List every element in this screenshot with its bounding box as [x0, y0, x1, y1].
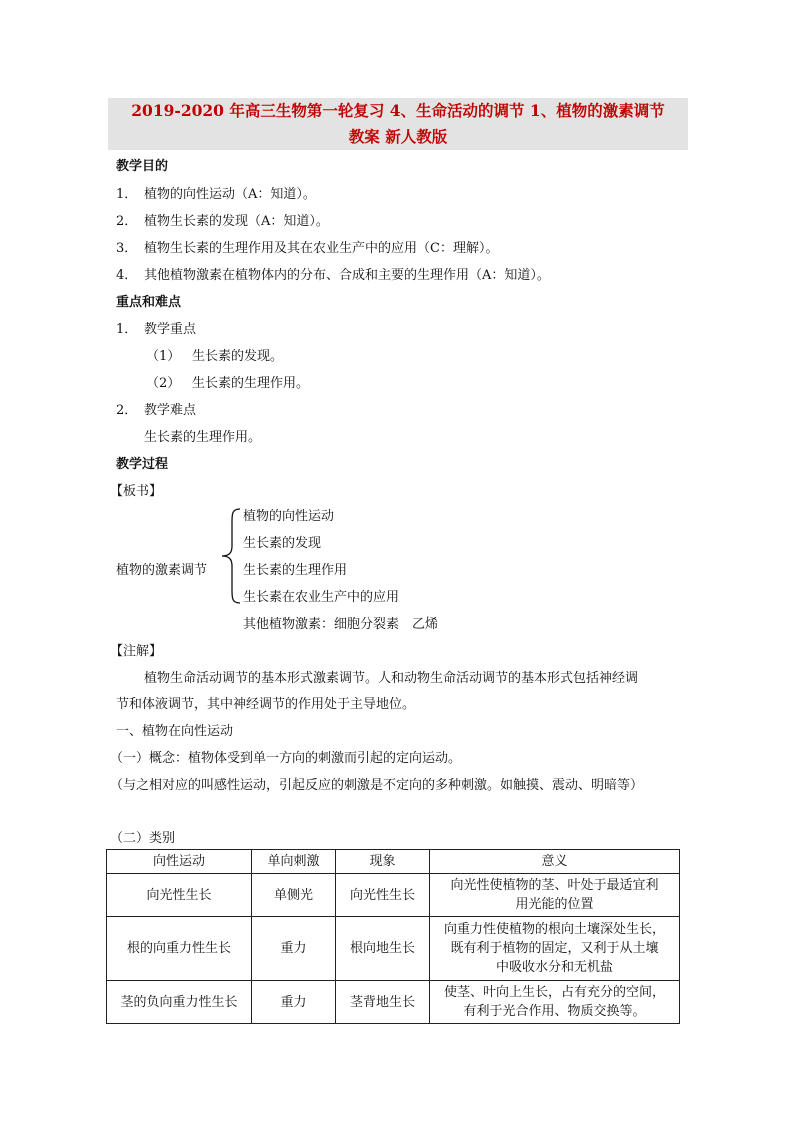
board-item: 其他植物激素：细胞分裂素 乙烯 — [243, 617, 439, 632]
objective-text: 植物生长素的生理作用及其在农业生产中的应用（C：理解）。 — [144, 241, 499, 256]
table-cell: 向光性生长 — [107, 874, 252, 917]
document-title — [108, 98, 688, 150]
table-row — [107, 917, 680, 981]
table-cell: 向光性生长 — [336, 874, 430, 917]
table-cell — [430, 917, 680, 981]
cell-line: 向重力性使植物的根向土壤深处生长， — [443, 922, 665, 937]
focus-item-text: 生长素的发现。 — [192, 349, 284, 364]
table-cell: 茎背地生长 — [336, 981, 430, 1024]
objective-item — [116, 240, 498, 258]
focus-num: 1． — [116, 322, 138, 337]
process-heading: 教学过程 — [116, 457, 169, 472]
objective-num: 3． — [116, 241, 138, 256]
board-item: 植物的向性运动 — [243, 509, 335, 524]
difficulty-label: 教学难点 — [144, 403, 197, 418]
key-points-heading: 重点和难点 — [116, 295, 182, 310]
difficulty-num: 2． — [116, 403, 138, 418]
board-item: 生长素在农业生产中的应用 — [243, 590, 400, 605]
table-cell: 重力 — [252, 917, 336, 981]
tropism-table — [106, 849, 680, 1024]
title-line-1: 2019-2020 年高三生物第一轮复习 4、生命活动的调节 1、植物的激素调节 — [131, 101, 665, 120]
cell-line: 向光性使植物的茎、叶处于最适宜利 — [450, 878, 659, 893]
objective-num: 2． — [116, 214, 138, 229]
table-cell — [430, 874, 680, 917]
objective-text: 植物的向性运动（A：知道）。 — [144, 187, 316, 202]
focus-item — [146, 375, 309, 393]
focus-item — [146, 348, 283, 366]
table-header-row — [107, 850, 680, 874]
table-cell: 重力 — [252, 981, 336, 1024]
board-root: 植物的激素调节 — [116, 563, 208, 578]
difficulty-text: 生长素的生理作用。 — [144, 430, 262, 445]
table-cell — [430, 981, 680, 1024]
focus-item-num: （2） — [146, 376, 181, 391]
notes-line-2: 节和体液调节，其中神经调节的作用处于主导地位。 — [116, 697, 416, 712]
header-cell: 意义 — [430, 850, 680, 874]
section-heading: 一、植物在向性运动 — [116, 724, 234, 739]
header-cell: 单向刺激 — [252, 850, 336, 874]
objective-text: 植物生长素的发现（A：知道）。 — [144, 214, 329, 229]
category-label: （二）类别 — [110, 831, 176, 846]
objectives-heading: 教学目的 — [116, 159, 169, 174]
table-cell: 单侧光 — [252, 874, 336, 917]
focus-label: 教学重点 — [144, 322, 197, 337]
board-label: 【板书】 — [110, 484, 163, 499]
board-item: 生长素的生理作用 — [243, 563, 348, 578]
table-cell: 根的向重力性生长 — [107, 917, 252, 981]
table-row — [107, 874, 680, 917]
table-cell: 根向地生长 — [336, 917, 430, 981]
curly-brace-icon — [220, 508, 242, 604]
table-cell: 茎的负向重力性生长 — [107, 981, 252, 1024]
objective-num: 4． — [116, 268, 138, 283]
focus-item-num: （1） — [146, 349, 181, 364]
cell-line: 既有利于植物的固定，又利于从土壤 — [450, 941, 659, 956]
concept-line: （一）概念：植物体受到单一方向的刺激而引起的定向运动。 — [110, 751, 462, 766]
board-item: 生长素的发现 — [243, 536, 322, 551]
focus-item-text: 生长素的生理作用。 — [192, 376, 310, 391]
objective-item — [116, 267, 550, 285]
objective-num: 1． — [116, 187, 138, 202]
cell-line: 有利于光合作用、物质交换等。 — [463, 1004, 646, 1019]
notes-label: 【注解】 — [110, 644, 163, 659]
difficulty-heading — [116, 402, 196, 420]
cell-line: 使茎、叶向上生长，占有充分的空间， — [443, 985, 665, 1000]
focus-heading — [116, 321, 196, 339]
header-cell: 现象 — [336, 850, 430, 874]
notes-line-1: 植物生命活动调节的基本形式激素调节。人和动物生命活动调节的基本形式包括神经调 — [144, 671, 639, 686]
table-row — [107, 981, 680, 1024]
objective-item — [116, 186, 316, 204]
objective-item — [116, 213, 329, 231]
aside-line: （与之相对应的叫感性运动，引起反应的刺激是不定向的多种刺激。如触摸、震动、明暗等） — [110, 778, 644, 793]
cell-line: 用光能的位置 — [515, 897, 594, 912]
title-line-2: 教案 新人教版 — [348, 127, 448, 146]
objective-text: 其他植物激素在植物体内的分布、合成和主要的生理作用（A：知道）。 — [144, 268, 550, 283]
header-cell: 向性运动 — [107, 850, 252, 874]
cell-line: 中吸收水分和无机盐 — [495, 960, 613, 975]
